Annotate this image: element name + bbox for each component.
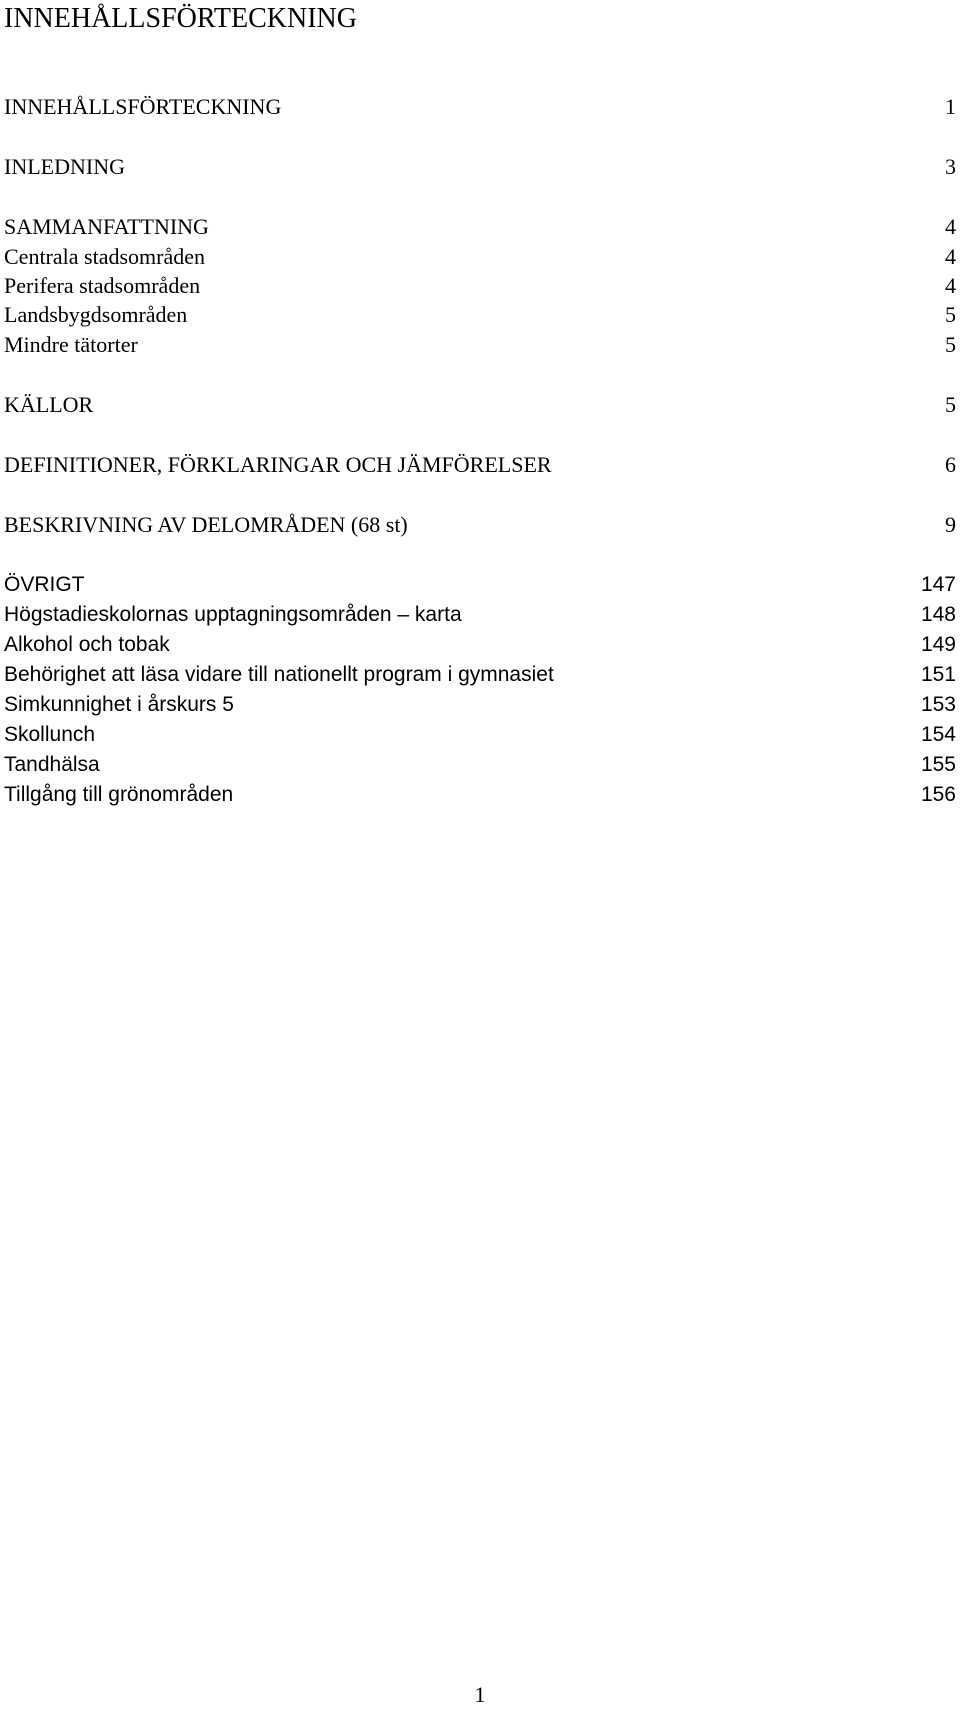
toc-entry-label: Simkunnighet i årskurs 5 bbox=[4, 693, 234, 716]
toc-entry-label: Skollunch bbox=[4, 723, 96, 746]
toc-entry-label: ÖVRIGT bbox=[4, 573, 85, 596]
toc-entry-label: Alkohol och tobak bbox=[4, 633, 170, 656]
toc-entry-perifera-stadsomraden[interactable] bbox=[4, 271, 956, 301]
toc-entry-page: 151 bbox=[920, 663, 956, 686]
toc-entry-mindre-tatorter[interactable] bbox=[4, 330, 956, 360]
toc-entry-page: 5 bbox=[945, 332, 956, 357]
toc-entry-page: 153 bbox=[920, 693, 956, 716]
toc-entry-page: 9 bbox=[945, 512, 956, 537]
toc-entry-definitioner[interactable] bbox=[4, 450, 956, 480]
toc-entry-label: Perifera stadsområden bbox=[4, 273, 201, 298]
toc-entry-page: 4 bbox=[945, 214, 956, 239]
toc-entry-innehallsforteckning[interactable] bbox=[4, 92, 956, 122]
toc-entry-tandhalsa[interactable] bbox=[4, 750, 956, 780]
toc-entry-page: 5 bbox=[945, 302, 956, 327]
toc-entry-label: Tandhälsa bbox=[4, 753, 100, 776]
toc-entry-landsbygdsomraden[interactable] bbox=[4, 300, 956, 330]
toc-entry-page: 3 bbox=[945, 154, 956, 179]
toc-entry-page: 6 bbox=[945, 452, 956, 477]
toc-entry-hogstadieskolornas-upptagningsomraden[interactable] bbox=[4, 600, 956, 630]
toc-entry-page: 148 bbox=[920, 603, 956, 626]
toc-entry-behorighet[interactable] bbox=[4, 660, 956, 690]
toc-entry-label: Mindre tätorter bbox=[4, 332, 138, 357]
toc-entry-label: DEFINITIONER, FÖRKLARINGAR OCH JÄMFÖRELSER bbox=[4, 452, 552, 477]
toc-entry-label: Behörighet att läsa vidare till nationellt program i gymnasiet bbox=[4, 663, 554, 686]
toc-entry-page: 4 bbox=[945, 273, 956, 298]
toc-entry-label: Landsbygdsområden bbox=[4, 302, 188, 327]
page-number: 1 bbox=[474, 1682, 486, 1707]
toc-entry-label: Centrala stadsområden bbox=[4, 244, 205, 269]
page-title: INNEHÅLLSFÖRTECKNING bbox=[4, 3, 357, 34]
toc-entry-tillgang-till-gronomraden[interactable] bbox=[4, 780, 956, 810]
toc-entry-simkunnighet[interactable] bbox=[4, 690, 956, 720]
toc-entry-label: SAMMANFATTNING bbox=[4, 214, 209, 239]
toc-entry-page: 1 bbox=[945, 94, 956, 119]
toc-entry-page: 149 bbox=[920, 633, 956, 656]
toc-entry-page: 4 bbox=[945, 244, 956, 269]
toc-entry-inledning[interactable] bbox=[4, 152, 956, 182]
toc-entry-centrala-stadsomraden[interactable] bbox=[4, 242, 956, 272]
toc-entry-sammanfattning[interactable] bbox=[4, 212, 956, 242]
toc-entry-alkohol-och-tobak[interactable] bbox=[4, 630, 956, 660]
toc-entry-page: 147 bbox=[920, 573, 956, 596]
toc-entry-kallor[interactable] bbox=[4, 390, 956, 420]
toc-entry-page: 155 bbox=[920, 753, 956, 776]
toc-entry-beskrivning-av-delomraden[interactable] bbox=[4, 510, 956, 540]
toc-entry-label: BESKRIVNING AV DELOMRÅDEN (68 st) bbox=[4, 512, 408, 537]
toc-entry-label: Högstadieskolornas upptagningsområden – karta bbox=[4, 603, 462, 626]
toc-entry-label: Tillgång till grönområden bbox=[4, 783, 234, 806]
toc-entry-ovrigt[interactable] bbox=[4, 570, 956, 600]
toc-entry-skollunch[interactable] bbox=[4, 720, 956, 750]
toc-entry-page: 5 bbox=[945, 392, 956, 417]
toc-entry-page: 154 bbox=[920, 723, 956, 746]
toc-entry-label: KÄLLOR bbox=[4, 392, 94, 417]
toc-entry-label: INLEDNING bbox=[4, 154, 125, 179]
toc-entry-label: INNEHÅLLSFÖRTECKNING bbox=[4, 94, 282, 119]
toc-entry-page: 156 bbox=[920, 783, 956, 806]
